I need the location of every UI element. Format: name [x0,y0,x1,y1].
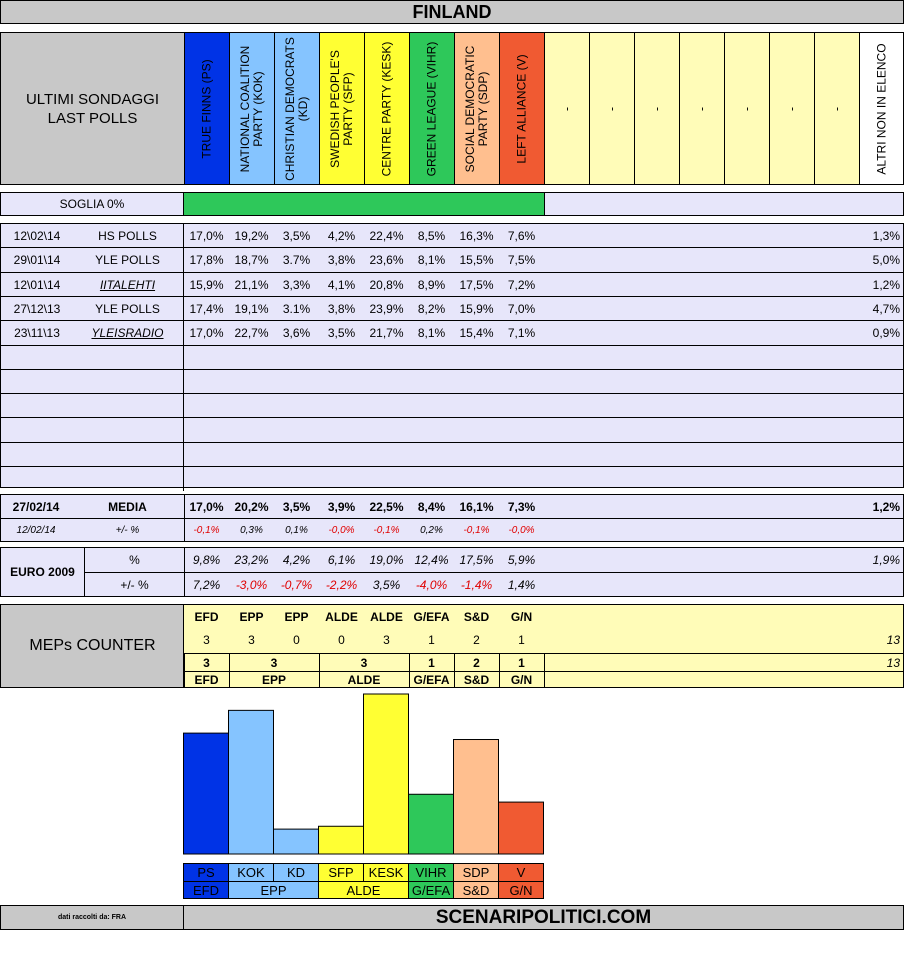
average-value: 3,5% [282,499,311,514]
poll-value: 4,2% [327,228,356,243]
euro-delta: 3,5% [372,577,401,592]
party-header-sfp [319,33,364,184]
euro-delta: -1,4% [460,577,493,592]
average-delta: -0,1% [373,524,400,536]
poll-date: 29\01\14 [13,253,61,267]
table-row [1,273,903,297]
title-bar [0,0,904,24]
euro-others: 1,9% [872,553,900,567]
category-label: KESK [368,865,404,880]
poll-value: 8,5% [417,228,446,243]
euro-delta: -2,2% [325,577,358,592]
group-label: EPP [260,883,287,898]
meps-merged-seats: 2 [473,655,480,670]
row-label-cell [1,370,184,393]
empty-party-label: - [784,106,799,111]
poll-value: 7,0% [507,301,536,316]
party-header [0,32,904,185]
average-delta: 0,1% [285,524,308,536]
threshold-label: SOGLIA 0% [1,193,184,215]
poll-value: 3,8% [327,253,356,267]
euro-label: EURO 2009 [10,565,75,579]
poll-value: 21,7% [369,326,404,340]
footer-site: SCENARIPOLITICI.COM [435,906,652,928]
poll-value: 8,1% [417,326,446,340]
party-header-others [859,33,903,184]
meps-party-seats: 0 [293,633,300,647]
poll-value: 17,5% [459,277,494,292]
category-label: PS [197,865,215,880]
poll-value: 7,6% [507,228,536,243]
poll-value: 15,4% [459,326,494,340]
euro-value: 9,8% [192,553,221,567]
euro-delta-label: +/- % [120,577,149,592]
poll-value: 8,2% [417,301,446,316]
poll-value: 23,9% [369,301,404,316]
euro2009-block [0,547,904,597]
meps-party-group: G/N [510,610,533,624]
empty-party-label: - [829,106,844,111]
poll-value: 17,4% [189,301,224,316]
average-delta: 0,3% [240,524,263,536]
meps-merged-group: S&D [463,672,490,687]
poll-others: 1,3% [872,228,900,243]
meps-party-group: EPP [284,610,309,624]
bar-kesk [364,694,409,854]
meps-party-seats: 3 [248,633,255,647]
category-label: KOK [237,865,265,880]
poll-value: 7,2% [507,277,536,292]
average-block [0,494,904,542]
meps-merged-seats: 3 [203,655,210,670]
meps-party-group: EPP [239,610,264,624]
meps-total: 13 [886,633,900,647]
average-value: 16,1% [459,499,494,514]
poll-value: 3,3% [282,277,311,292]
table-row [1,370,903,394]
group-label: G/EFA [411,883,451,898]
table-row [1,394,903,418]
average-value: 8,4% [417,499,446,514]
poll-value: 3,5% [327,326,356,340]
average-delta: 0,2% [420,524,443,536]
average-delta-label: +/- % [115,524,140,536]
poll-date: 12\01\14 [13,277,61,292]
row-label-cell [1,467,184,491]
euro-delta: 1,4% [507,577,536,592]
meps-merged-group: ALDE [347,672,381,687]
party-header-v [499,33,544,184]
poll-date: 12\02\14 [13,228,61,243]
row-label-cell [1,443,184,466]
party-header-empty [679,33,724,184]
party-header-empty [814,33,859,184]
poll-value: 22,7% [234,326,269,340]
average-delta: -0,0% [508,524,535,536]
meps-merged-seats: 3 [270,655,278,670]
euro-delta: -0,7% [280,577,313,592]
poll-value: 7,5% [507,253,536,267]
poll-value: 15,5% [459,253,494,267]
euro-value: 23,2% [234,553,269,567]
party-name: GREEN LEAGUE (VIHR) [424,41,439,176]
row-label-cell [1,394,184,417]
bar-sfp [319,826,364,854]
category-label: SFP [328,865,354,880]
bar-chart-svg [183,690,545,900]
group-label: EFD [193,883,219,898]
average-others: 1,2% [872,499,900,514]
meps-party-group: ALDE [325,610,358,624]
meps-party-seats: 0 [338,633,345,647]
poll-value: 19,2% [234,228,269,243]
party-name: NATIONAL COALITION PARTY (KOK) [238,45,265,172]
average-label: MEDIA [108,499,147,514]
header-label-line2: LAST POLLS [47,109,138,127]
meps-merged-border [544,653,545,687]
footer-credit: dati raccolti da: FRA [1,906,184,929]
euro-pct-label: % [129,553,140,567]
party-header-empty [769,33,814,184]
average-value: 17,0% [189,499,224,514]
euro-delta: -3,0% [235,577,268,592]
empty-party-label: - [694,106,709,111]
meps-merged-group: EFD [194,672,219,687]
party-name: TRUE FINNS (PS) [199,58,214,159]
meps-merged-group: EPP [261,672,286,687]
polls-table [0,223,904,488]
page-title: FINLAND [412,1,492,22]
poll-value: 3,5% [282,228,311,243]
poll-source: IITALEHTI [99,277,156,292]
bar-ps [184,733,229,854]
poll-others: 4,7% [872,301,900,316]
poll-value: 17,0% [189,326,224,340]
threshold-row [0,192,904,216]
euro-value: 6,1% [327,553,356,567]
poll-value: 4,1% [327,277,356,292]
table-row [1,418,903,443]
average-delta: -0,1% [463,524,490,536]
poll-source: YLE POLLS [95,301,160,316]
empty-party-label: - [604,106,619,111]
table-row [1,248,903,273]
poll-value: 22,4% [369,228,404,243]
category-label: V [516,865,526,880]
average-delta: -0,1% [193,524,220,536]
bar-kok [229,710,274,854]
header-label [1,33,184,184]
bar-sdp [454,740,499,854]
meps-party-seats: 1 [518,633,525,647]
poll-value: 8,9% [417,277,446,292]
poll-value: 18,7% [234,253,269,267]
bar-vihr [409,794,454,854]
meps-party-group: G/EFA [413,610,450,624]
meps-party-seats: 3 [203,633,210,647]
poll-value: 15,9% [459,301,494,316]
row-label-cell [1,346,184,369]
empty-party-label: - [649,106,664,111]
group-label: ALDE [346,883,381,898]
poll-source: HS POLLS [98,228,157,243]
meps-party-group: EFD [194,610,219,624]
bar-v [499,802,544,854]
meps-merged-seats: 3 [360,655,368,670]
party-name: CHRISTIAN DEMOCRATS (KD) [283,36,310,181]
average-value: 7,3% [507,499,536,514]
table-row [1,443,903,467]
others-label: ALTRI NON IN ELENCO [874,42,888,175]
poll-value: 20,8% [369,277,404,292]
meps-counter [0,604,904,688]
bar-chart [183,690,545,900]
euro-value: 4,2% [282,553,311,567]
average-prev-date: 12/02/14 [16,524,56,536]
poll-date: 27\12\13 [13,301,61,316]
poll-source: YLE POLLS [95,253,160,267]
threshold-bar [184,193,545,215]
poll-others: 0,9% [872,326,900,340]
table-row [1,297,903,321]
table-row [1,467,903,491]
meps-party-seats: 3 [383,633,390,647]
party-header-kesk [364,33,409,184]
group-label: S&D [462,883,490,898]
table-row [1,224,903,248]
poll-value: 19,1% [234,301,269,316]
average-date: 27/02/14 [12,499,60,514]
poll-others: 1,2% [872,277,900,292]
party-header-empty [589,33,634,184]
euro-value: 5,9% [507,553,536,567]
row-label-cell [1,418,184,442]
meps-merged-total: 13 [886,655,900,670]
poll-value: 3.1% [282,301,311,316]
poll-value: 3.7% [282,253,311,267]
party-header-empty [544,33,589,184]
meps-merged-seats: 1 [518,655,525,670]
poll-source: YLEISRADIO [91,326,164,340]
poll-value: 3,8% [327,301,356,316]
poll-value: 16,3% [459,228,494,243]
poll-value: 3,6% [282,326,311,340]
party-header-kok [229,33,274,184]
footer [0,905,904,930]
empty-party-label: - [739,106,754,111]
euro-delta: -4,0% [415,577,448,592]
meps-merged-seats: 1 [428,655,435,670]
group-label: G/N [509,883,533,898]
meps-merged-group: G/EFA [413,672,450,687]
table-row [1,346,903,370]
party-header-vihr [409,33,454,184]
meps-party-group: S&D [463,610,490,624]
euro-value: 19,0% [369,553,404,567]
poll-value: 17,0% [189,228,224,243]
party-header-sdp [454,33,499,184]
average-delta: -0,0% [328,524,355,536]
category-label: SDP [462,865,490,880]
euro-value: 17,5% [459,553,494,567]
bar-kd [274,829,319,854]
meps-party-group: ALDE [370,610,403,624]
meps-party-seats: 1 [428,633,435,647]
header-label-line1: ULTIMI SONDAGGI [25,90,160,108]
poll-date: 23\11\13 [14,326,60,340]
party-header-ps [184,33,229,184]
euro-value: 12,4% [414,553,449,567]
party-name: SWEDISH PEOPLE'S PARTY (SFP) [328,49,355,168]
table-row [1,321,903,346]
party-header-kd [274,33,319,184]
poll-value: 23,6% [369,253,404,267]
poll-value: 17,8% [189,253,224,267]
average-value: 3,9% [327,499,356,514]
category-label: KD [286,865,306,880]
category-label: VIHR [415,865,447,880]
poll-value: 8,1% [417,253,446,267]
meps-party-seats: 2 [473,633,480,647]
party-name: CENTRE PARTY (KESK) [379,41,394,176]
party-name: LEFT ALLIANCE (V) [514,53,529,164]
party-header-empty [724,33,769,184]
meps-merged-group: G/N [510,672,533,687]
meps-label: MEPs COUNTER [29,637,156,654]
average-value: 20,2% [234,499,269,514]
poll-others: 5,0% [872,253,900,267]
empty-party-label: - [559,106,574,111]
average-value: 22,5% [369,499,404,514]
poll-value: 15,9% [189,277,224,292]
euro-delta: 7,2% [192,577,221,592]
party-name: SOCIAL DEMOCRATIC PARTY (SDP) [463,45,490,172]
poll-value: 21,1% [234,277,269,292]
party-header-empty [634,33,679,184]
poll-value: 7,1% [507,326,536,340]
